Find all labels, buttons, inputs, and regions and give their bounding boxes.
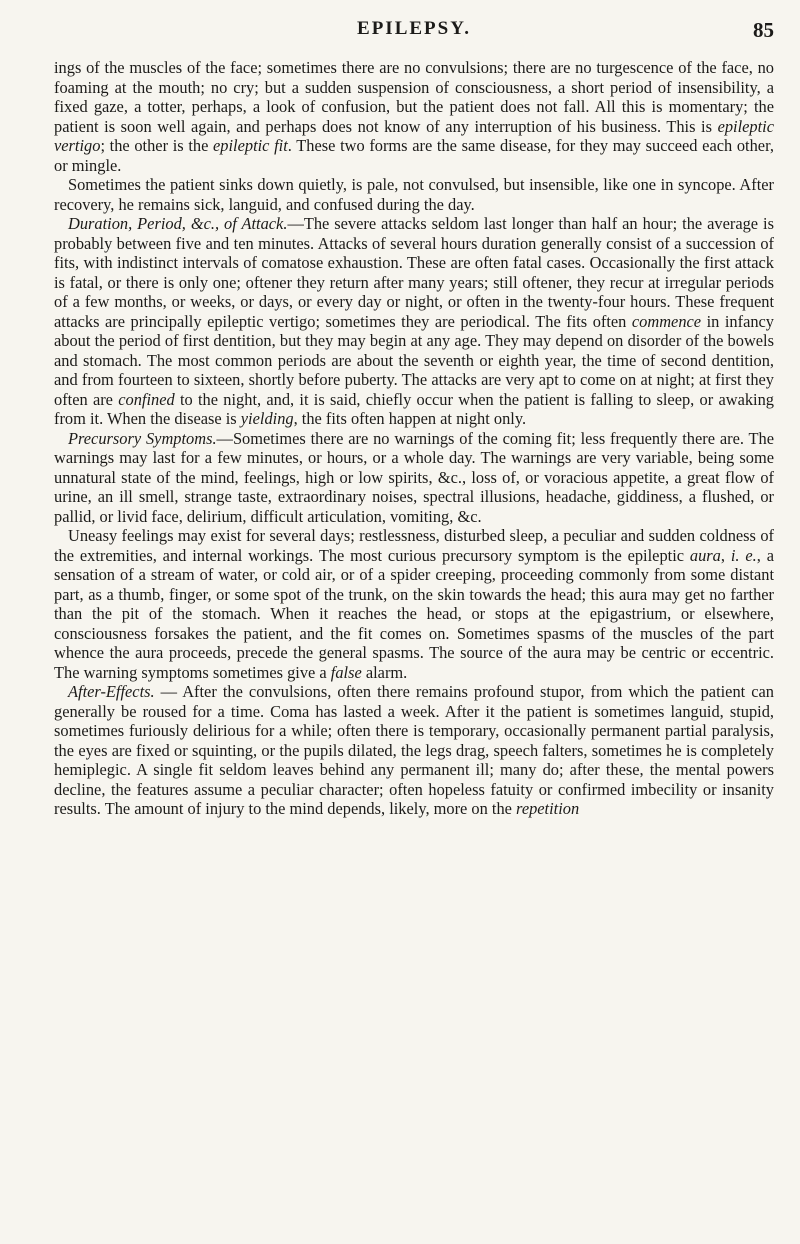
italic-term: i. e. — [730, 545, 757, 565]
italic-term: repetition — [516, 799, 580, 818]
paragraph — [54, 429, 774, 527]
text-run: Uneasy feelings may exist for several days; restlessness, disturbed sleep, a peculiar and sudden coldness of the extremities, and internal workings. The most curious precursory symptom is the epileptic — [54, 526, 774, 565]
text-run: to the night, and, it is said, chiefly occur when the patient is falling to sleep, or awaking from it. When the disease is — [54, 389, 774, 428]
section-heading: Precursory Symptoms. — [68, 428, 217, 448]
text-run: alarm. — [361, 662, 408, 682]
page-number: 85 — [753, 18, 774, 42]
text-run: — After the convulsions, often there remains profound stupor, from which the patient can generally be roused for a time. Coma has lasted a week. After it the patient is sometimes languid, stupid, sometimes furiously delirious for a while; often there is temporary, occasionally permanent partial paralysis, the eyes are fixed or squinting, or the pupils dilated, the legs drag, speech falters, sometimes he is completely hemiplegic. A single fit seldom leaves behind any permanent ill; many do; after these, the mental powers decline, the features assume a peculiar character; often hopeless fatuity or confirmed imbecility or insanity results. The amount of injury to the mind depends, likely, more on the — [54, 682, 774, 818]
paragraph — [54, 58, 774, 175]
text-run: , the fits often happen at night only. — [293, 409, 527, 428]
section-heading: After-Effects. — [68, 682, 155, 701]
paragraph — [54, 175, 774, 214]
text-run: —The severe attacks seldom last longer than half an hour; the average is probably between five and ten minutes. Attacks of several hours duration generally consist of a succession of fits, with indistinct intervals of comatose exhaustion. These are often fatal cases. Occasionally the first attack is fatal, or there is only one; oftener they return after many years; still oftener, they recur at irregular periods of a few months, or weeks, or days, or every day or night, or often in the twenty-four hours. These frequent attacks are principally epileptic vertigo; sometimes they are periodical. The fits often — [54, 214, 774, 331]
paragraph — [54, 682, 774, 819]
italic-term: epileptic vertigo — [54, 116, 774, 155]
running-title: EPILEPSY. — [357, 18, 471, 39]
paragraph — [54, 526, 774, 682]
text-run: . These two forms are the same disease, for they may succeed each other, or mingle. — [54, 136, 774, 175]
text-run: Sometimes the patient sinks down quietly, is pale, not convulsed, but insensible, like one in syncope. After recovery, he remains sick, languid, and confused during the day. — [54, 175, 774, 214]
italic-term: yielding — [240, 409, 294, 428]
text-run: , — [720, 545, 731, 565]
text-run: ; the other is the — [100, 136, 214, 155]
italic-term: commence — [631, 311, 702, 331]
italic-term: aura — [689, 545, 721, 565]
italic-term: false — [330, 662, 362, 682]
section-heading: Duration, Period, &c., of Attack. — [68, 214, 288, 233]
page-header — [54, 18, 774, 44]
italic-term: epileptic fit — [213, 136, 288, 155]
paragraph — [54, 214, 774, 429]
body-text — [54, 58, 774, 819]
text-run: —Sometimes there are no warnings of the coming fit; less frequently there are. The warnings may last for a few minutes, or hours, or a whole day. The warnings are very variable, being some unnatural state of the mind, feelings, high or low spirits, &c., loss of, or voracious appetite, a great flow of urine, an ill smell, strange taste, extraordinary noises, spectral illusions, headache, giddiness, a flushed, or pallid, or livid face, delirium, difficult articulation, vomiting, &c. — [54, 428, 774, 526]
text-run: in infancy about the period of first dentition, but they may begin at any age. They may depend on disorder of the bowels and stomach. The most common periods are about the seventh or eighth year, the time of second dentition, and from fourteen to sixteen, shortly before puberty. The attacks are very apt to come on at night; at first they often are — [54, 311, 775, 409]
italic-term: confined — [118, 389, 175, 409]
text-run: ings of the muscles of the face; sometimes there are no convulsions; there are no turgescence of the face, no foaming at the mouth; no cry; but a sudden suspension of consciousness, a short period of insensibility, a fixed gaze, a totter, perhaps, a look of confusion, but the patient does not fall. All this is momentary; the patient is soon well again, and perhaps does not know of any interruption of his business. This is — [54, 58, 774, 136]
text-run: , a sensation of a stream of water, or cold air, or of a spider creeping, proceeding commonly from some distant part, as a thumb, finger, or some spot of the trunk, on the skin towards the head; this aura may get no farther than the pit of the stomach. When it reaches the head, or stops at the epigastrium, or elsewhere, consciousness forsakes the patient, and the fit comes on. Sometimes spasms of the muscles of the part whence the aura proceeds, precede the general spasms. The source of the aura may be centric or eccentric. The warning symptoms sometimes give a — [54, 545, 774, 682]
